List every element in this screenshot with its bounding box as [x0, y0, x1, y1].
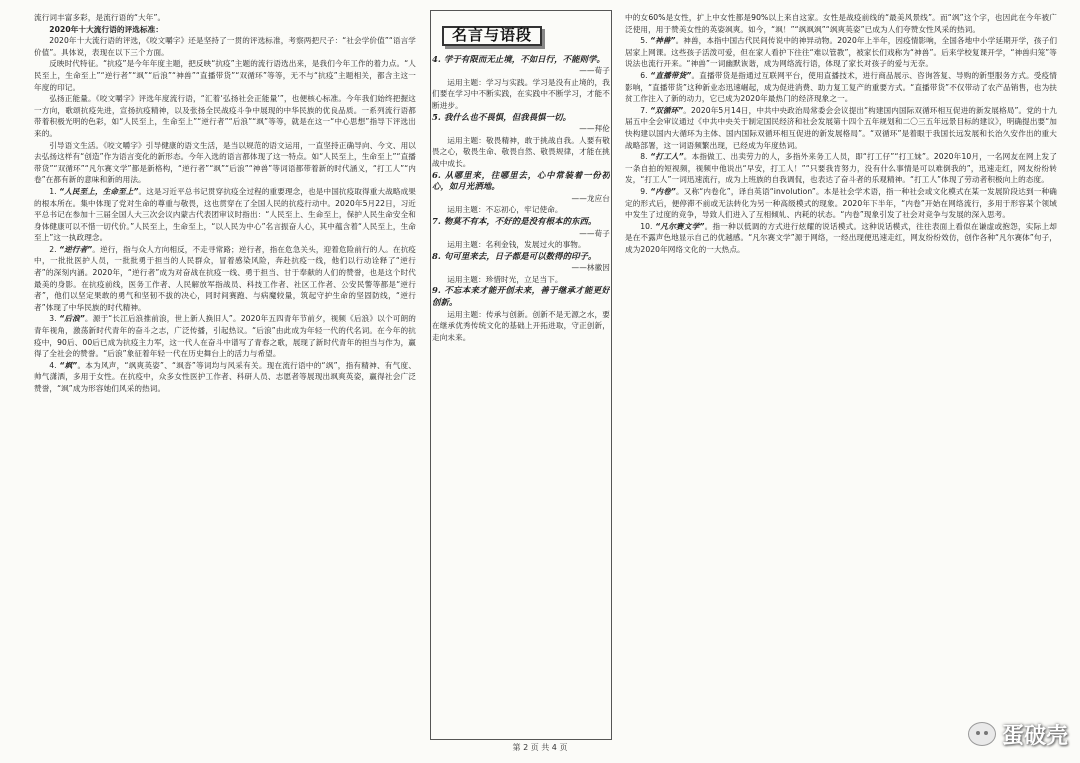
quote-list [432, 54, 610, 344]
left-column [34, 12, 416, 738]
list-item [34, 244, 416, 314]
item-term: “内卷” [650, 186, 676, 196]
item-term: “飒” [59, 360, 78, 370]
left-paragraph-2: 弘扬正能量。《咬文嚼字》评选年度流行语，“汇着‘弘扬社会正能量’”，也便核心标准。今年我们始终把握这一方向，歌颂抗疫先进，宣扬抗疫精神，以及张扬全民战疫斗争中展现的中华民族的优良品质。一系列流行语都带着积极光明的色彩，如“人民至上，生命至上”“逆行者”“后浪”“飒”等等，就是在这一“中心思想”指导下评选出来的。 [34, 94, 416, 138]
item-text: 。本指做工、出卖劳力的人，多指外来务工人员，即“打工仔”“打工妹”。2020年10月，一名网友在网上发了一条自拍的短视频，视频中他说出“早安，打工人！”“只要我肯努力，没有什么事情是可以难倒我的”，迅速走红，网友纷纷转发，“打工人”一词迅速流行，成为上班族的自我调侃，也表达了奋斗者的乐观精神。“打工人”体现了劳动者积极向上的态度。 [625, 152, 1057, 185]
quote-usage-note: 运用主题：传承与创新。创新不是无源之水，要在继承优秀传统文化的基础上开拓进取，守正创新，走向未来。 [432, 309, 610, 342]
quote-usage-note: 运用主题：敬畏精神，敢于挑战自我。人要有敬畏之心，敬畏生命、敬畏自然、敬畏规律，才能在挑战中成长。 [432, 135, 610, 168]
item-text: 。这是习近平总书记贯穿抗疫全过程的重要理念，也是中国抗疫取得重大战略成果的根本所在。集中体现了党对生命的尊重与敬畏，这也贯穿在了全国人民的抗疫行动中。2020年5月22日，习近平总书记在参加十三届全国人大三次会议内蒙古代表团审议时指出：“人民至上、生命至上，保护人民生命安全和身体健康可以不惜一切代价。”人民至上，生命至上，“以人民为中心”名言振奋人心，其中蕴含着“人民至上，生命至上”这一执政理念。 [34, 186, 416, 243]
item-number: 5. [640, 36, 648, 46]
item-term: “打工人” [650, 152, 684, 162]
item-term: “双循环” [650, 105, 684, 115]
left-intro: 流行词丰富多彩，是流行语的“大年”。 [34, 13, 166, 22]
right-intro: 中的女60%是女性，扩上中女性都是90%以上来自这家。女性是战疫前线的“最美风景线”。而“飒”这个字，也因此在今年被广泛使用，用于赞美女性的英姿飒爽。如今，“飒！”“飒飒飒”“飒爽英姿”已成为人们夸赞女性风采的热词。 [625, 13, 1057, 34]
item-number: 4. [49, 360, 57, 370]
quote-source: ——拜伦 [579, 124, 610, 134]
item-number: 1. [49, 186, 57, 196]
quote-usage-note: 运用主题：不忘初心，牢记使命。 [447, 205, 563, 215]
item-number: 9. [640, 186, 648, 196]
item-term: “逆行者” [59, 244, 93, 254]
right-items-list [625, 35, 1057, 255]
left-standard-text: 2020年十大流行语的评选，《咬文嚼字》还是坚持了一贯的评选标准，考察两把尺子：“社会学价值”“语言学价值”。具体说，表现在以下三个方面。 [34, 36, 416, 57]
item-term: “神兽” [650, 36, 676, 46]
watermark [968, 719, 1068, 749]
quote-text: 8. 句可里来去，日子都是可以数得的印子。 [432, 250, 597, 261]
quote-source: ——荀子 [579, 66, 610, 76]
item-term: “凡尔赛文学” [655, 221, 705, 231]
quote-text: 7. 物莫不有本，不好的是没有根本的东西。 [432, 215, 597, 226]
quote-source: ——龙应台 [571, 193, 610, 203]
quote-source: ——林徽因 [571, 263, 610, 273]
list-item [625, 105, 1057, 151]
list-item [625, 151, 1057, 186]
section-title: 名言与语段 [442, 26, 542, 46]
list-item [34, 313, 416, 359]
left-items-list [34, 186, 416, 395]
quote-text: 9. 不忘本来才能开创未来，善于继承才能更好创新。 [432, 285, 610, 308]
left-paragraph-3: 引导语文生活。《咬文嚼字》引导健康的语文生活，是当以规范的语文运用，一直坚持正确导向、今文、用以去弘扬这样有“创造”作为语言变化的新形态。今年入选的语言都体现了这一特点。如“人民至上，生命至上”“直播带货”“双循环”“凡尔赛文学”都是新格构，“逆行者”“飒”“后浪”“神兽”等词语都带着新的时代涵义，“打工人”“内卷”在都有新的意味和新的用法。 [34, 140, 416, 185]
item-text: 。2020年5月14日，中共中央政治局常委会会议提出“构建国内国际双循环相互促进的新发展格局”。党的十九届五中全会审议通过《中共中央关于制定国民经济和社会发展第十四个五年规划和二〇三五年远景目标的建议》，明确提出要“加快构建以国内大循环为主体、国内国际双循环相互促进的新发展格局”。“双循环”是着眼于我国长远发展和长治久安作出的重大战略部署，这一词语频繁出现，已经成为年度热词。 [625, 105, 1057, 150]
list-item [34, 186, 416, 244]
list-item [625, 221, 1057, 256]
quote-source: ——荀子 [579, 228, 610, 238]
item-number: 3. [49, 314, 57, 324]
quote-usage-note: 运用主题：学习与实践。学习是没有止境的，我们要在学习中不断实践，在实践中不断学习，才能不断进步。 [432, 77, 610, 110]
quote-text: 5. 我什么也不畏惧，但我畏惧一切。 [432, 111, 572, 122]
item-text: 。指一种以低调的方式进行炫耀的说话模式。这种说话模式，往往表面上看似在谦虚或抱怨，实际上却是在不露声色地显示自己的优越感。“凡尔赛文学”源于网络，一经出现便迅速走红，网友纷纷效仿，创作各种“凡尔赛体”句子，成为2020年网络文化的一大热点。 [625, 221, 1057, 254]
right-column [625, 12, 1057, 738]
item-term: “人民至上，生命至上” [59, 186, 139, 196]
list-item [34, 360, 416, 395]
quote-usage-note: 运用主题：珍惜时光，立足当下。 [447, 274, 563, 284]
item-text: 。神兽，本指中国古代民间传说中的神异动物。2020年上半年，因疫情影响，全国各地中小学延期开学，孩子们居家上网课。这些孩子活泼可爱，但在家人看护下往往“难以管教”，被家长们戏称为“神兽”。后来学校复课开学，“神兽归笼”等说法也流行开来。“神兽”一词幽默诙谐，成为网络流行语，体现了家长对孩子的爱与无奈。 [625, 36, 1057, 69]
quote-text: 6. 从哪里来，往哪里去，心中常装着一份初心，如月光洒地。 [432, 169, 610, 192]
left-heading: 2020年十大流行语的评选标准： [49, 24, 164, 34]
page-footer: 第 2 页 共 4 页 [512, 743, 568, 752]
item-text: 。本为风声，“飒爽英姿”、“飒沓”等词均与风采有关。现在流行语中的“飒”，指有精神、有气度、帅气潇洒，多用于女性。在抗疫中，众多女性医护工作者、科研人员、志愿者等展现出飒爽英姿，赢得社会广泛赞誉，“飒”成为形容她们风采的热词。 [34, 360, 416, 393]
quote-text: 4. 学于有限而无止境，不如日行，不能则学。 [432, 53, 605, 64]
list-item [625, 70, 1057, 105]
quote-usage-note: 运用主题：名利金钱，发展过火的事物。 [447, 240, 586, 250]
watermark-text: 蛋破壳 [1001, 723, 1068, 749]
item-number: 7. [640, 105, 648, 115]
item-number: 10. [640, 221, 653, 231]
item-term: “后浪” [59, 314, 85, 324]
item-text: 。逆行，指与众人方向相反，不走寻常路；逆行者，指在危急关头，迎着危险前行的人。在抗疫中，一批批医护人员，一批批勇于担当的人民群众，冒着感染风险，奔赴抗疫一线，他们以行动诠释了“逆行者”的深刻内涵。2020年，“逆行者”成为对奋战在抗疫一线、勇于担当、甘于奉献的人们的赞誉，也是这个时代最美的身影。在抗疫前线，医务工作者、人民解放军指战员、科技工作者、社区工作者、公安民警等都是“逆行者”，他们以坚定果敢的勇气和坚韧不拔的决心，同时间赛跑、与病魔较量，筑起守护生命的坚固防线，“逆行者”体现了中华民族的时代精神。 [34, 244, 416, 312]
item-text: 。又称“内卷化”，译自英语“involution”。本是社会学术语，指一种社会或文化模式在某一发展阶段达到一种确定的形式后，便停滞不前或无法转化为另一种高级模式的现象。2020年下半年，“内卷”开始在网络流行，多用于形容某个领域中发生了过度的竞争，导致人们进入了互相倾轧、内耗的状态。“内卷”现象引发了社会对竞争与发展的深入思考。 [625, 186, 1057, 220]
left-paragraph-1: 反映时代特征。“抗疫”是今年年度主题，把反映“抗疫”主题的流行语选出来，是我们今年工作的着力点。“人民至上，生命至上”“逆行者”“飒”“后浪”“神兽”“直播带货”“双循环”等等，无不与“抗疫”主题相关，都含主这一年度的印记。 [34, 59, 416, 92]
item-text: 。源于“长江后浪推前浪，世上新人换旧人”。2020年五四青年节前夕，视频《后浪》以个可朗的青年视角，激荡新时代青年的奋斗之志，广泛传播，引起热议。“后浪”由此成为年轻一代的代名词。在今年的抗疫中，90后、00后已成为抗疫主力军，这一代人在奋斗中谱写了青春之歌，展现了新时代青年的担当与作为，赢得了全社会的赞誉。“后浪”象征着年轻一代在历史舞台上的活力与希望。 [34, 314, 416, 359]
item-term: “直播带货” [650, 70, 692, 80]
list-item [625, 35, 1057, 70]
item-text: 。直播带货是指通过互联网平台，使用直播技术，进行商品展示、咨询答复、导购的新型服务方式。受疫情影响，“直播带货”这种新业态迅速崛起，成为促进消费、助力复工复产的重要方式。“直播带货”不仅带动了农产品销售，也为扶贫工作注入了新的动力，它已成为2020年最热门的经济现象之一。 [625, 70, 1057, 104]
item-number: 6. [640, 70, 648, 80]
item-number: 2. [49, 244, 57, 254]
middle-column [432, 12, 610, 738]
chat-bubble-icon [968, 722, 996, 746]
item-number: 8. [640, 152, 648, 162]
list-item [625, 186, 1057, 221]
